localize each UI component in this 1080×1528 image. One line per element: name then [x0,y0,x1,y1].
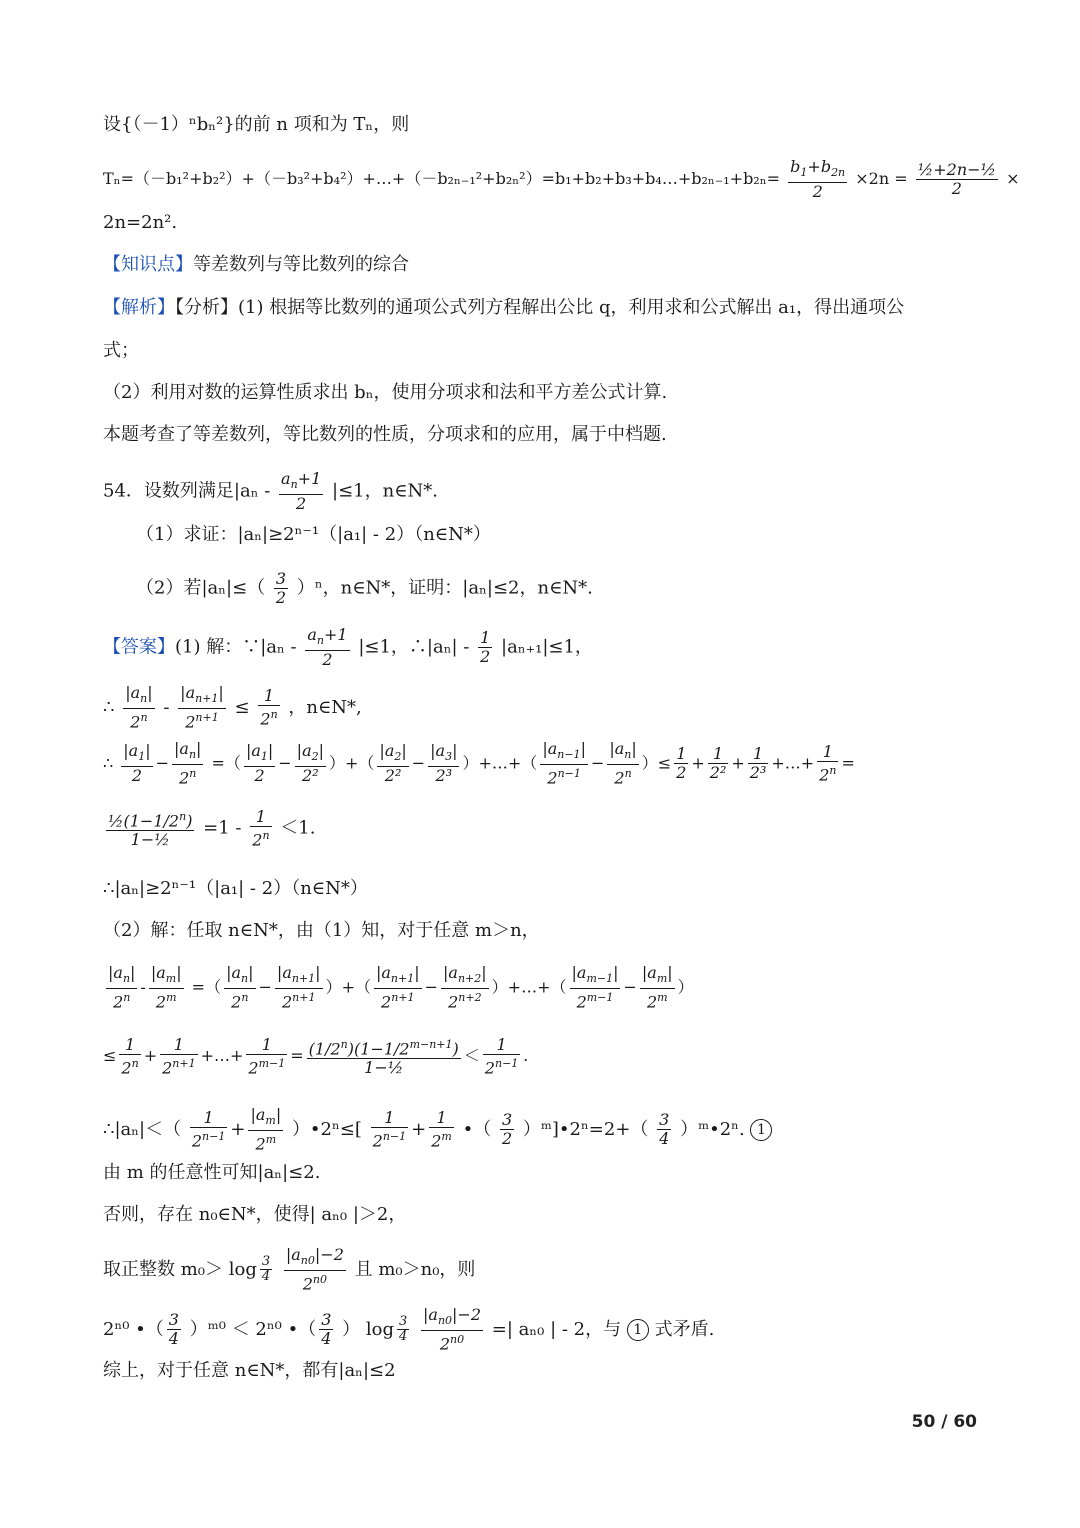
text-line-2: Tₙ=（－b₁²+b₂²）+（－b₃²+b₄²）+…+（－b₂ₙ₋₁²+b₂ₙ²）=b₁+b₂+b₃+b₄…+b₂ₙ₋₁+b₂ₙ= $\frac{b_1+b_{2n}}{2}$ ×2n = $\frac{\text{½+2n−½}}{2}$ × [103,157,1020,202]
circled-one-marker: 1 [750,1119,772,1141]
step-9: 由 m 的任意性可知|aₙ|≤2. [103,1162,321,1183]
step-2: ∴ $\frac{|a_1|}{2}$ − $\frac{|a_n|}{2^n}$ =（ $\frac{|a_1|}{2}$ − $\frac{|a_2|}{\text{2²}}$ ）+（ $\frac{|a_2|}{\text{2²}}$ − $\frac{|a_3|}{\text{2³}}$ ）+…+（ $\frac{|a_{n-1}|}{2^{n-1}}$ − $\frac{|a_n|}{2^n}$ ）≤ $\frac{1}{2}$ + $\frac{1}{\text{2²}}$ + $\frac{1}{\text{2³}}$ +…+ $\frac{1}{2^n}$ = [103,739,855,788]
knowledge-tag: 【知识点】 [103,254,193,275]
knowledge-point: 【知识点】等差数列与等比数列的综合 [103,254,409,275]
analysis-line-4: 本题考查了等差数列，等比数列的性质，分项求和的应用，属于中档题. [103,424,667,445]
analysis-line-3: （2）利用对数的运算性质求出 bₙ，使用分项求和法和平方差公式计算. [103,382,668,403]
problem-54-part-2: （2）若|aₙ|≤（ $\frac{3}{2}$ ）ⁿ，n∈N*，证明：|aₙ|≤2，n∈N*. [136,569,593,607]
step-6: $\frac{|a_n|}{2^n}$ - $\frac{|a_m|}{2^m}$ =（ $\frac{|a_n|}{2^n}$ − $\frac{|a_{n+1}|}{2^{n+1}}$ ）+（ $\frac{|a_{n+1}|}{2^{n+1}}$ − $\frac{|a_{n+2}|}{2^{n+2}}$ ）+…+（ $\frac{|a_{m-1}|}{2^{m-1}}$ − $\frac{|a_m|}{2^m}$ ） [108,963,694,1012]
step-1: ∴ $\frac{|a_n|}{2^n}$ - $\frac{|a_{n+1}|}{2^{n+1}}$ ≤ $\frac{1}{2^n}$ ，n∈N*, [103,683,362,732]
step-4: ∴|aₙ|≥2ⁿ⁻¹（|a₁| - 2）（n∈N*） [103,878,368,899]
problem-54-part-1: （1）求证：|aₙ|≥2ⁿ⁻¹（|a₁| - 2）（n∈N*） [136,524,491,545]
step-11: 取正整数 m₀＞ log $\frac{3}{4}$ $\frac{|a_{n0}|-2}{2^{n0}}$ 且 m₀＞n₀，则 [103,1245,476,1294]
answer-line-1: 【答案】(1) 解：∵|aₙ - $\frac{a_n+1}{2}$ |≤1，∴|aₙ| - $\frac{1}{2}$ |aₙ₊₁|≤1， [103,625,593,670]
step-3: $\frac{\frac{1}{2}(1-1/2^n)}{\text{1−½}}$ =1 - $\frac{1}{2^n}$ ＜1. [108,807,316,850]
analysis-line-1: 【解析】【分析】(1) 根据等比数列的通项公式列方程解出公比 q，利用求和公式解出 a₁，得出通项公 [103,297,905,318]
step-10: 否则，存在 n₀∈N*，使得| aₙ₀ |＞2， [103,1204,407,1225]
step-12: 2ⁿ⁰ •（ $\frac{3}{4}$ ）ᵐ⁰ ＜ 2ⁿ⁰ •（ $\frac{3}{4}$ ） log $\frac{3}{4}$ $\frac{|a_{n0}|-2}{2^{n0}}$ =| aₙ₀ | - 2，与 1 式矛盾. [103,1305,715,1354]
text-line-1: 设{（－1）ⁿbₙ²}的前 n 项和为 Tₙ，则 [103,114,410,135]
text-line-3: 2n=2n². [103,212,178,233]
problem-54: 54．设数列满足|aₙ - $\frac{a_n+1}{2}$ |≤1，n∈N*. [103,469,438,514]
circled-one-marker-ref: 1 [627,1319,649,1341]
answer-tag: 【答案】 [103,636,175,658]
step-8: ∴|aₙ|＜（ $\frac{1}{2^{n-1}}$ + $\frac{|a_m|}{2^m}$ ）•2ⁿ≤[ $\frac{1}{2^{n-1}}$ + $\frac{1}{2^m}$ •（ $\frac{3}{2}$ ）ᵐ]•2ⁿ=2+（ $\frac{3}{4}$ ）ᵐ•2ⁿ. 1 [103,1106,985,1154]
step-5: （2）解：任取 n∈N*，由（1）知，对于任意 m＞n， [103,920,540,941]
analysis-line-2: 式； [103,340,139,361]
page-number: 50 / 60 [911,1412,977,1432]
step-7: ≤ $\frac{1}{2^n}$ + $\frac{1}{2^{n+1}}$ +…+ $\frac{1}{2^{m-1}}$ = $\frac{(1/2^n)(1-1/2^{m-n+1})}{\text{1−½}}$ ＜ $\frac{1}{2^{n-1}}$ . [103,1035,529,1078]
analysis-tag: 【解析】 [103,297,175,318]
step-13: 综上，对于任意 n∈N*，都有|aₙ|≤2 [103,1360,396,1381]
